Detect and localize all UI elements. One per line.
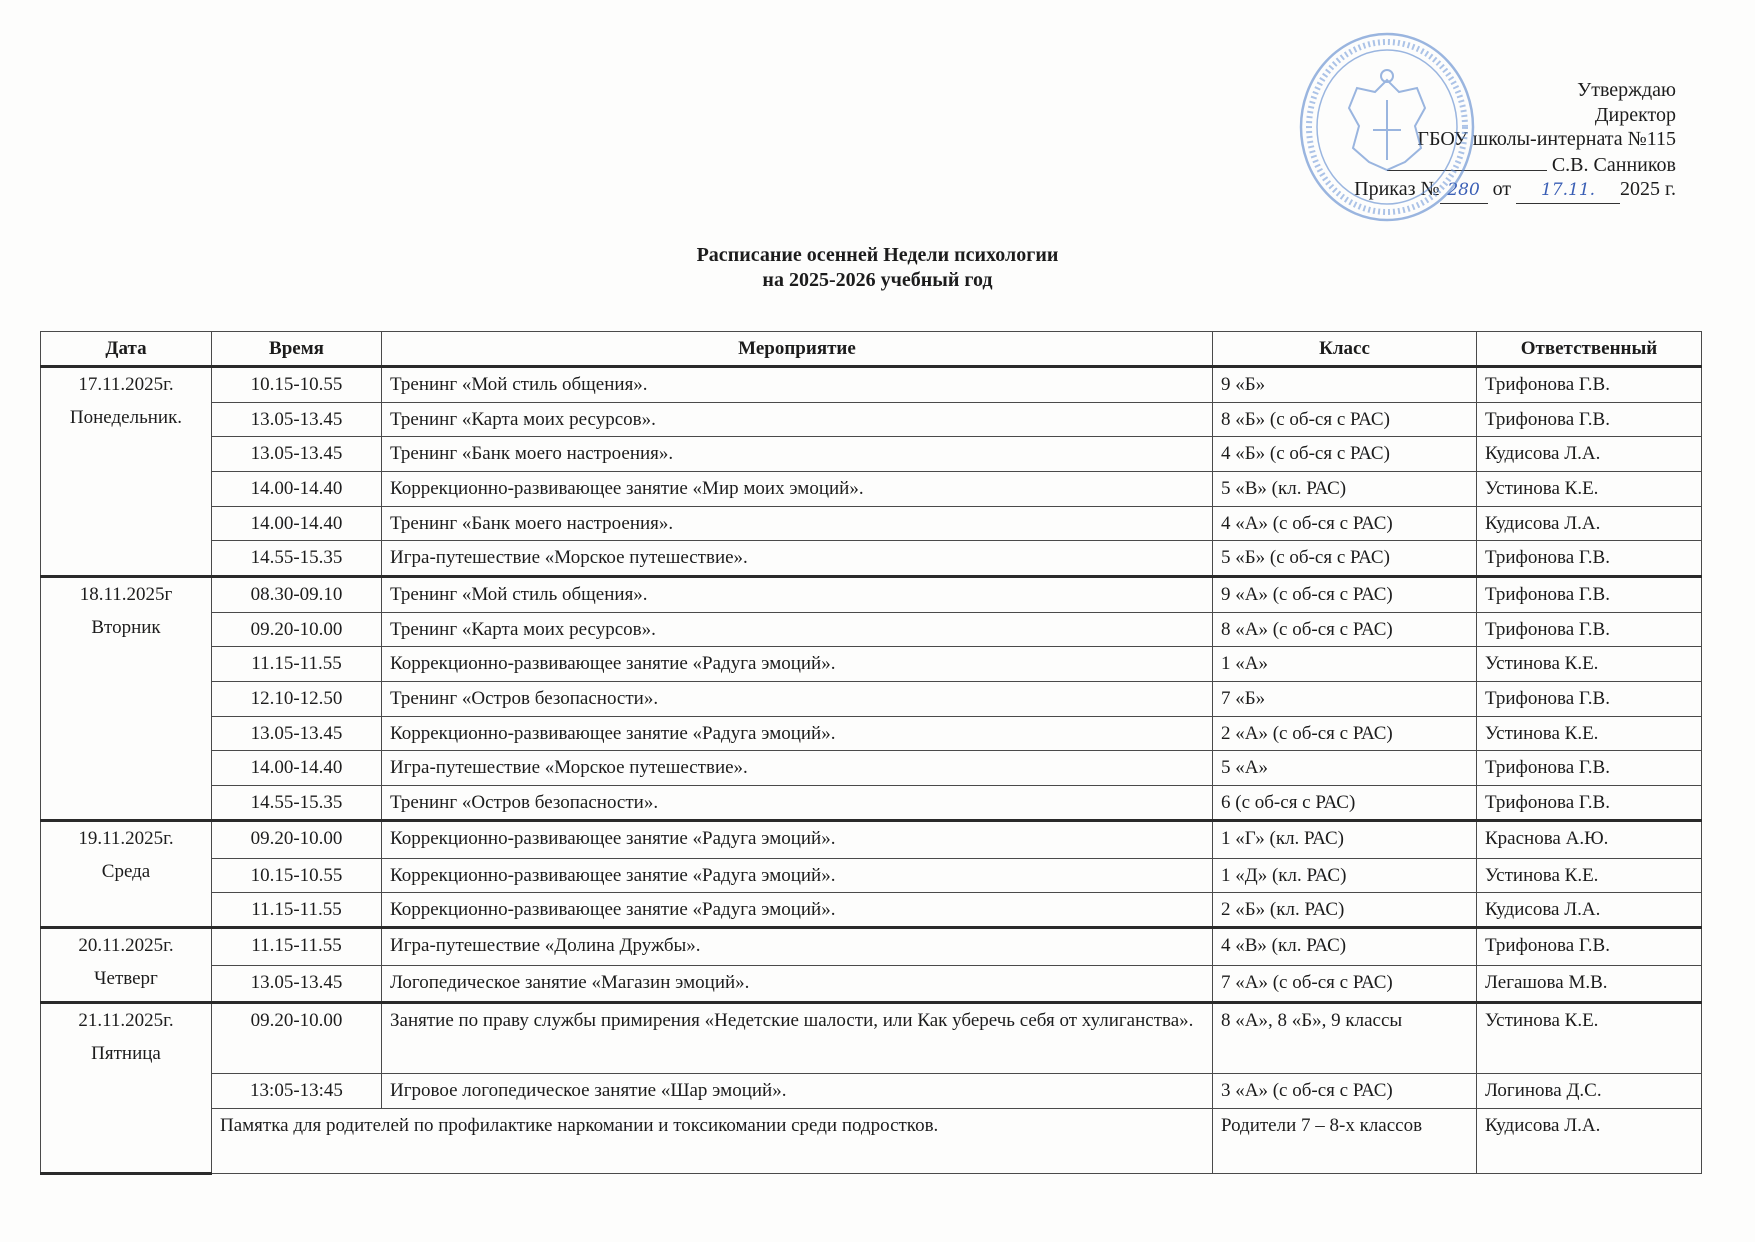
signature-blank — [1387, 152, 1547, 171]
event-cell: Тренинг «Карта моих ресурсов». — [382, 612, 1213, 647]
approval-order-line — [1256, 177, 1676, 204]
table-row — [41, 893, 1702, 928]
approval-line-school: ГБОУ школы-интерната №115 — [1417, 128, 1676, 150]
time-cell: 11.15-11.55 — [212, 893, 382, 928]
time-cell: 13.05-13.45 — [212, 437, 382, 472]
event-cell: Коррекционно-развивающее занятие «Радуга эмоций». — [382, 893, 1213, 928]
time-cell: 09.20-10.00 — [212, 1003, 382, 1074]
table-row — [41, 647, 1702, 682]
responsible-cell: Трифонова Г.В. — [1477, 681, 1702, 716]
weekday-value: Среда — [101, 861, 151, 883]
time-cell: 14.00-14.40 — [212, 472, 382, 507]
table-row — [41, 716, 1702, 751]
event-cell: Коррекционно-развивающее занятие «Мир моих эмоций». — [382, 472, 1213, 507]
event-cell: Коррекционно-развивающее занятие «Радуга эмоций». — [382, 647, 1213, 682]
time-cell: 11.15-11.55 — [212, 928, 382, 966]
class-cell: 1 «А» — [1213, 647, 1477, 682]
table-header-row — [41, 332, 1702, 367]
table-row — [41, 472, 1702, 507]
table-row — [41, 751, 1702, 786]
class-cell: 8 «А» (с об-ся с РАС) — [1213, 612, 1477, 647]
event-cell: Тренинг «Банк моего настроения». — [382, 506, 1213, 541]
time-cell: 09.20-10.00 — [212, 612, 382, 647]
event-cell: Тренинг «Карта моих ресурсов». — [382, 402, 1213, 437]
note-class-cell: Родители 7 – 8-х классов — [1213, 1109, 1477, 1174]
event-cell: Тренинг «Мой стиль общения». — [382, 577, 1213, 613]
time-cell: 14.00-14.40 — [212, 506, 382, 541]
class-cell: 5 «Б» (с об-ся с РАС) — [1213, 541, 1477, 577]
table-row — [41, 437, 1702, 472]
class-cell: 5 «В» (кл. РАС) — [1213, 472, 1477, 507]
event-cell: Занятие по праву службы примирения «Недетские шалости, или Как уберечь себя от хулиганства». — [382, 1003, 1213, 1074]
time-cell: 10.15-10.55 — [212, 367, 382, 403]
class-cell: 4 «А» (с об-ся с РАС) — [1213, 506, 1477, 541]
event-cell: Тренинг «Банк моего настроения». — [382, 437, 1213, 472]
header-event: Мероприятие — [382, 332, 1213, 367]
responsible-cell: Кудисова Л.А. — [1477, 506, 1702, 541]
time-cell: 14.55-15.35 — [212, 785, 382, 821]
responsible-cell: Кудисова Л.А. — [1477, 893, 1702, 928]
header-time: Время — [212, 332, 382, 367]
class-cell: 2 «А» (с об-ся с РАС) — [1213, 716, 1477, 751]
responsible-cell: Устинова К.Е. — [1477, 472, 1702, 507]
event-cell: Коррекционно-развивающее занятие «Радуга эмоций». — [382, 859, 1213, 893]
time-cell: 09.20-10.00 — [212, 821, 382, 859]
event-cell: Тренинг «Остров безопасности». — [382, 681, 1213, 716]
class-cell: 3 «А» (с об-ся с РАС) — [1213, 1074, 1477, 1109]
class-cell: 9 «А» (с об-ся с РАС) — [1213, 577, 1477, 613]
date-value: 18.11.2025г — [79, 584, 173, 606]
table-row — [41, 506, 1702, 541]
table-row — [41, 928, 1702, 966]
time-cell: 14.00-14.40 — [212, 751, 382, 786]
note-responsible-cell: Кудисова Л.А. — [1477, 1109, 1702, 1174]
class-cell: 9 «Б» — [1213, 367, 1477, 403]
responsible-cell: Трифонова Г.В. — [1477, 612, 1702, 647]
event-cell: Тренинг «Мой стиль общения». — [382, 367, 1213, 403]
table-row — [41, 681, 1702, 716]
class-cell: 4 «В» (кл. РАС) — [1213, 928, 1477, 966]
class-cell: 7 «А» (с об-ся с РАС) — [1213, 965, 1477, 1003]
date-cell — [41, 367, 212, 577]
table-row — [41, 402, 1702, 437]
schedule-body — [41, 367, 1702, 1174]
class-cell: 7 «Б» — [1213, 681, 1477, 716]
document-title — [0, 243, 1755, 293]
time-cell: 14.55-15.35 — [212, 541, 382, 577]
header-class: Класс — [1213, 332, 1477, 367]
responsible-cell: Трифонова Г.В. — [1477, 577, 1702, 613]
responsible-cell: Устинова К.Е. — [1477, 716, 1702, 751]
time-cell: 12.10-12.50 — [212, 681, 382, 716]
header-date: Дата — [41, 332, 212, 367]
time-cell: 13.05-13.45 — [212, 402, 382, 437]
class-cell: 5 «А» — [1213, 751, 1477, 786]
time-cell: 13.05-13.45 — [212, 716, 382, 751]
title-line-2: на 2025-2026 учебный год — [762, 269, 993, 291]
class-cell: 8 «Б» (с об-ся с РАС) — [1213, 402, 1477, 437]
weekday-value: Пятница — [91, 1043, 161, 1065]
event-cell: Логопедическое занятие «Магазин эмоций». — [382, 965, 1213, 1003]
approval-signer-line — [1256, 152, 1676, 178]
responsible-cell: Устинова К.Е. — [1477, 1003, 1702, 1074]
responsible-cell: Устинова К.Е. — [1477, 647, 1702, 682]
class-cell: 8 «А», 8 «Б», 9 классы — [1213, 1003, 1477, 1074]
class-cell: 1 «Г» (кл. РАС) — [1213, 821, 1477, 859]
table-row — [41, 577, 1702, 613]
approval-signer: С.В. Санников — [1551, 153, 1676, 176]
approval-line-position: Директор — [1594, 103, 1676, 126]
table-row — [41, 821, 1702, 859]
event-cell: Коррекционно-развивающее занятие «Радуга эмоций». — [382, 716, 1213, 751]
title-line-1: Расписание осенней Недели психологии — [696, 244, 1059, 266]
date-cell — [41, 821, 212, 928]
class-cell: 2 «Б» (кл. РАС) — [1213, 893, 1477, 928]
responsible-cell: Трифонова Г.В. — [1477, 785, 1702, 821]
responsible-cell: Трифонова Г.В. — [1477, 402, 1702, 437]
table-row — [41, 859, 1702, 893]
table-row — [41, 612, 1702, 647]
weekday-value: Четверг — [94, 968, 158, 990]
responsible-cell: Краснова А.Ю. — [1477, 821, 1702, 859]
time-cell: 08.30-09.10 — [212, 577, 382, 613]
responsible-cell: Трифонова Г.В. — [1477, 928, 1702, 966]
event-cell: Игровое логопедическое занятие «Шар эмоций». — [382, 1074, 1213, 1109]
responsible-cell: Устинова К.Е. — [1477, 859, 1702, 893]
responsible-cell: Трифонова Г.В. — [1477, 751, 1702, 786]
event-cell: Игра-путешествие «Долина Дружбы». — [382, 928, 1213, 966]
date-value: 21.11.2025г. — [78, 1010, 174, 1032]
responsible-cell: Трифонова Г.В. — [1477, 541, 1702, 577]
note-event-cell: Памятка для родителей по профилактике наркомании и токсикомании среди подростков. — [212, 1109, 1213, 1174]
order-year: 2025 г. — [1620, 178, 1676, 200]
table-row — [41, 1003, 1702, 1074]
weekday-value: Вторник — [91, 617, 161, 639]
responsible-cell: Логинова Д.С. — [1477, 1074, 1702, 1109]
date-value: 19.11.2025г. — [78, 828, 174, 850]
approval-line-approve: Утверждаю — [1577, 79, 1676, 101]
class-cell: 1 «Д» (кл. РАС) — [1213, 859, 1477, 893]
order-prefix: Приказ № — [1354, 178, 1440, 200]
table-row — [41, 367, 1702, 403]
schedule-table — [40, 331, 1702, 1175]
order-from: от — [1492, 178, 1512, 200]
table-row — [41, 1074, 1702, 1109]
table-row-note — [41, 1109, 1702, 1174]
time-cell: 10.15-10.55 — [212, 859, 382, 893]
responsible-cell: Легашова М.В. — [1477, 965, 1702, 1003]
event-cell: Тренинг «Остров безопасности». — [382, 785, 1213, 821]
date-cell — [41, 1003, 212, 1174]
date-cell — [41, 577, 212, 821]
class-cell: 6 (с об-ся с РАС) — [1213, 785, 1477, 821]
header-responsible: Ответственный — [1477, 332, 1702, 367]
table-row — [41, 785, 1702, 821]
date-value: 20.11.2025г. — [78, 935, 174, 957]
order-date: 17.11. — [1516, 178, 1620, 204]
event-cell: Игра-путешествие «Морское путешествие». — [382, 541, 1213, 577]
time-cell: 13.05-13.45 — [212, 965, 382, 1003]
weekday-value: Понедельник. — [69, 407, 183, 428]
event-cell: Коррекционно-развивающее занятие «Радуга эмоций». — [382, 821, 1213, 859]
date-cell — [41, 928, 212, 1003]
date-value: 17.11.2025г. — [78, 374, 174, 395]
order-number: 280 — [1440, 178, 1488, 204]
approval-block — [1256, 78, 1676, 204]
event-cell: Игра-путешествие «Морское путешествие». — [382, 751, 1213, 786]
table-row — [41, 965, 1702, 1003]
table-row — [41, 541, 1702, 577]
responsible-cell: Трифонова Г.В. — [1477, 367, 1702, 403]
time-cell: 13:05-13:45 — [212, 1074, 382, 1109]
time-cell: 11.15-11.55 — [212, 647, 382, 682]
responsible-cell: Кудисова Л.А. — [1477, 437, 1702, 472]
class-cell: 4 «Б» (с об-ся с РАС) — [1213, 437, 1477, 472]
